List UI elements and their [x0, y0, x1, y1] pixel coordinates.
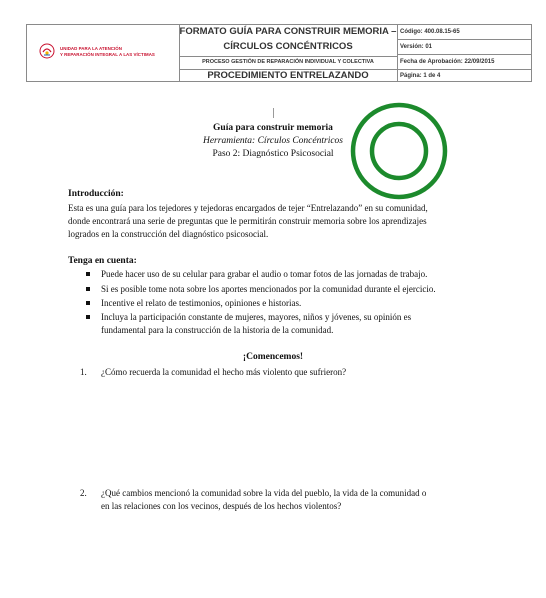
bullet-icon [86, 287, 90, 291]
header-divider [397, 69, 532, 70]
question-text-continued: en las relaciones con los vecinos, después de los hechos violentos? [101, 501, 342, 511]
start-heading: ¡Comencemos! [242, 352, 304, 362]
document-code: Código: 400.08.15-65 [400, 29, 460, 35]
question-number: 1. [80, 367, 87, 377]
header-divider [397, 54, 532, 55]
approval-date: Fecha de Aprobación: 22/09/2015 [400, 59, 495, 65]
header-divider [397, 39, 532, 40]
header-divider [397, 25, 398, 81]
form-title-line2: CÍRCULOS CONCÉNTRICOS [223, 41, 353, 52]
intro-line: logrados en la construcción del diagnóstico psicosocial. [68, 229, 269, 239]
process-name: PROCESO GESTIÓN DE REPARACIÓN INDIVIDUAL Y COLECTIVA [202, 59, 374, 65]
guide-title: Guía para construir memoria [213, 123, 333, 133]
notes-heading: Tenga en cuenta: [68, 256, 137, 266]
note-item: Incentive el relato de testimonios, opiniones e historias. [101, 298, 302, 308]
document-version: Versión: 01 [400, 44, 433, 50]
document-header-table [26, 24, 532, 82]
note-item: Incluya la participación constante de mujeres, mayores, niños y jóvenes, su opinión es [101, 312, 412, 322]
bullet-icon [86, 315, 90, 319]
question-text: ¿Qué cambios mencionó la comunidad sobre la vida del pueblo, la vida de la comunidad o [101, 488, 427, 498]
procedure-name: PROCEDIMIENTO ENTRELAZANDO [207, 70, 369, 81]
form-title-line1: FORMATO GUÍA PARA CONSTRUIR MEMORIA – [179, 26, 397, 37]
logo-text-line2: Y REPARACIÓN INTEGRAL A LAS VÍCTIMAS [60, 52, 155, 57]
page-number: Página: 1 de 4 [400, 73, 441, 79]
question-number: 2. [80, 488, 87, 498]
guide-tool: Herramienta: Círculos Concéntricos [202, 136, 344, 146]
note-item: Si es posible tome nota sobre los aportes mencionados por la comunidad durante el ejercicio. [101, 284, 436, 294]
institution-logo [39, 43, 169, 63]
header-divider [179, 56, 397, 57]
intro-line: donde encontrará una serie de preguntas que le permitirán construir memoria sobre los aprendizajes [68, 216, 427, 226]
bullet-icon [86, 272, 90, 276]
note-item-continued: fundamental para la construcción de la historia de la comunidad. [101, 325, 334, 335]
question-text: ¿Cómo recuerda la comunidad el hecho más violento que sufrieron? [101, 367, 347, 377]
intro-heading: Introducción: [68, 189, 124, 199]
bullet-icon [86, 301, 90, 305]
note-item: Puede hacer uso de su celular para grabar el audio o tomar fotos de las jornadas de trabajo. [101, 269, 428, 279]
institution-emblem-icon [39, 43, 55, 59]
text-cursor [273, 108, 274, 118]
intro-line: Esta es una guía para los tejedores y tejedoras encargados de tejer “Entrelazando” en su comunidad, [68, 203, 428, 213]
guide-step: Paso 2: Diagnóstico Psicosocial [212, 149, 334, 159]
logo-text-line1: UNIDAD PARA LA ATENCIÓN [60, 46, 122, 51]
